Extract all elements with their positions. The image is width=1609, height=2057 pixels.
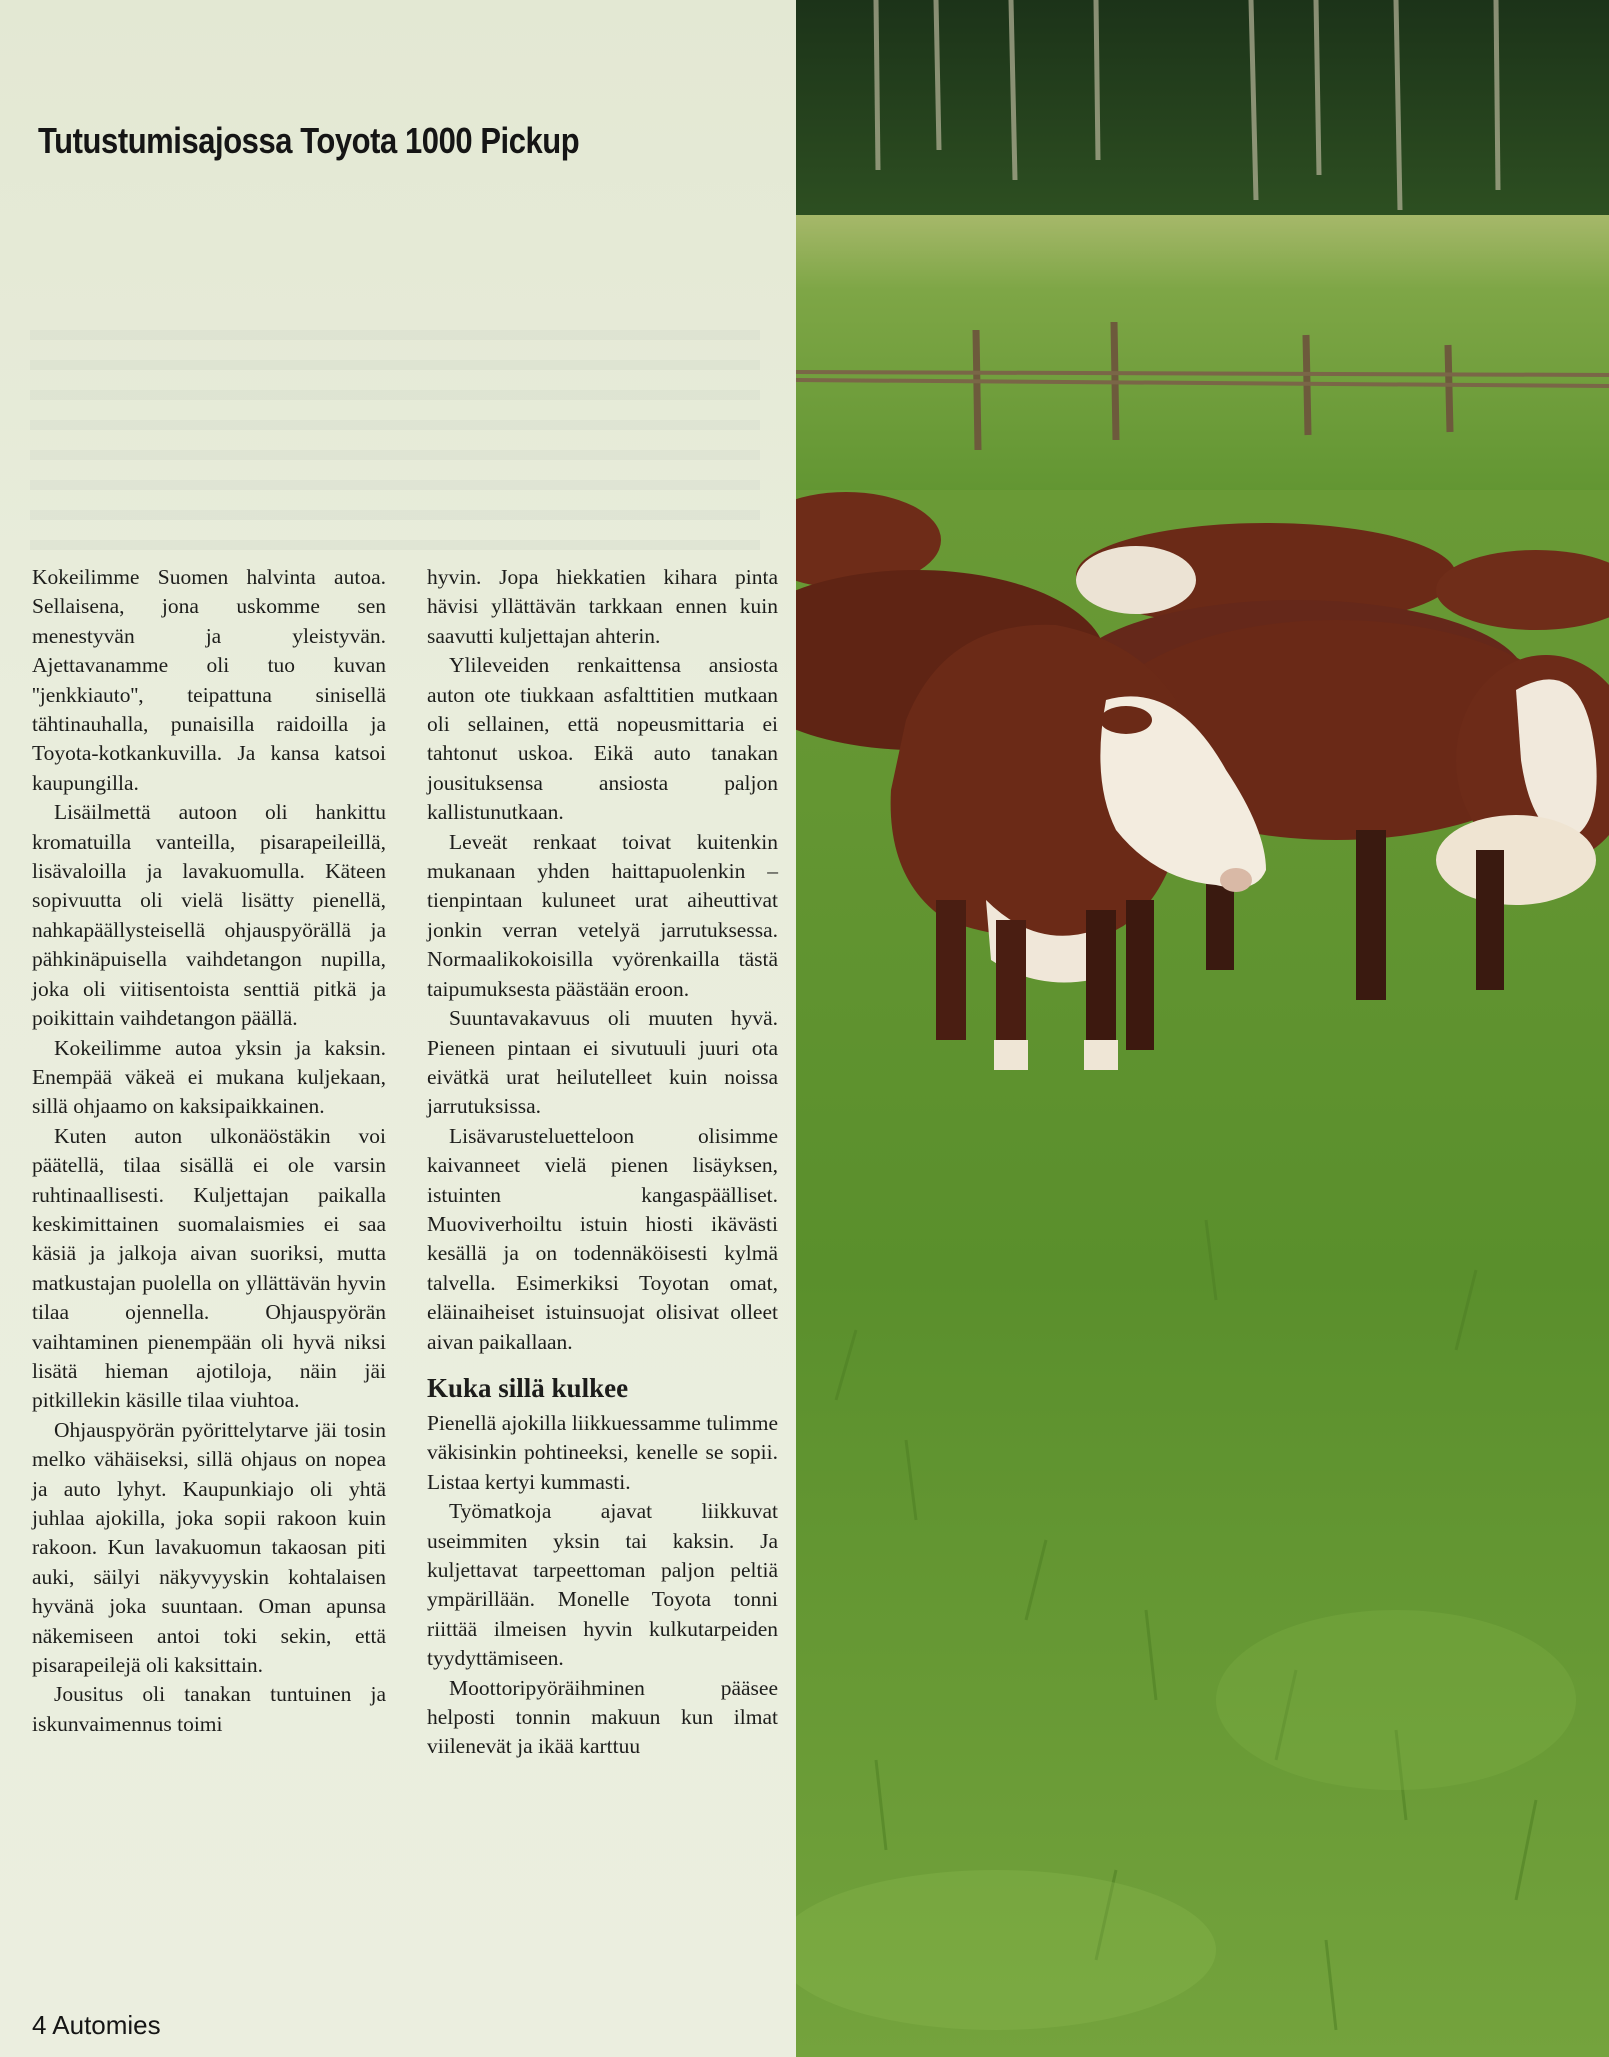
section-subheading: Kuka sillä kulkee [427, 1372, 629, 1403]
paragraph: Moottoripyöräihminen pääsee helposti tonnin makuun kun ilmat viilenevät ja ikää karttuu [427, 1675, 778, 1759]
text-column-2 [427, 563, 778, 1762]
paragraph: Lisävarusteluetteloon olisimme kaivanneet vielä pienen lisäyksen, istuinten kangaspäälliset. Muoviverhoiltu istuin hiosti ikävästi kesällä ja on todennäköisesti kylmä talvella. Esimerkiksi Toyotan omat, eläinaiheiset istuinsuojat olisivat olleet aivan paikallaan. [427, 1123, 778, 1354]
meadow [796, 215, 1609, 515]
paragraph: hyvin. Jopa hiekkatien kihara pinta hävisi yllättävän tarkkaan ennen kuin saavutti kuljettajan ahterin. [427, 565, 778, 648]
page-number: 4 [32, 2010, 47, 2040]
paragraph: Ohjauspyörän pyörittelytarve jäi tosin melko vähäiseksi, sillä ohjaus on nopea ja auto lyhyt. Kaupunkiajo oli yhtä juhlaa ajokilla, joka sopii rakoon kuin rakoon. Kun lavakuomun takaosan piti auki, säilyi näkyvyyskin kohtalaisen hyvänä joka suuntaan. Oman apunsa näkemiseen antoi toki sekin, että pisarapeilejä oli kaksittain. [32, 1417, 386, 1678]
magazine-name: Automies [52, 2010, 161, 2040]
paragraph: Pienellä ajokilla liikkuessamme tulimme väkisinkin pohtineeksi, kenelle se sopii. Listaa kertyi kummasti. [427, 1410, 778, 1494]
article-page [0, 0, 796, 2057]
cattle-photo [796, 0, 1609, 2057]
forest-background [796, 0, 1609, 240]
paragraph: Kuten auton ulkonäöstäkin voi päätellä, tilaa sisällä ei ole varsin ruhtinaallisesti. Kuljettajan paikalla keskimittainen suomalaismies ei saa käsiä ja jalkoja aivan suoriksi, mutta matkustajan puolella on yllättävän hyvin tilaa ojennella. Ohjauspyörän vaihtaminen pienempään oli hyvä niksi lisätä hieman ajotiloja, näin jäi pitkillekin käsille tilaa viuhtoa. [32, 1123, 386, 1413]
text-column-1 [32, 563, 386, 1739]
article-title: Tutustumisajossa Toyota 1000 Pickup [38, 120, 580, 162]
paragraph: Ylileveiden renkaittensa ansiosta auton ote tiukkaan asfalttitien mutkaan oli sellainen, että nopeusmittaria ei tahtonut uskoa. Eikä auto tanakan jousituksensa ansiosta paljon kallistunutkaan. [427, 653, 778, 825]
paragraph: Suuntavakavuus oli muuten hyvä. Pieneen pintaan ei sivutuuli juuri ota eivätkä urat heilutelleet kuin noissa jarrutuksissa. [427, 1006, 778, 1119]
paragraph: Kokeilimme autoa yksin ja kaksin. Enempää väkeä ei mukana kuljekaan, sillä ohjaamo on kaksipaikkainen. [32, 1035, 386, 1119]
bleed-through-text [30, 330, 760, 560]
paragraph: Lisäilmettä autoon oli hankittu kromatuilla vanteilla, pisarapeileillä, lisävaloilla ja lavakuomulla. Käteen sopivuutta oli vielä lisätty pienellä, nahkapäällysteisellä ohjauspyörällä ja pähkinäpuisella vaihdetangon nupilla, joka oli viitisentoista senttiä pitkä ja poikittain vaihdetangon päällä. [32, 800, 386, 1031]
paragraph: Leveät renkaat toivat kuitenkin mukanaan yhden haittapuolenkin – tienpintaan kuluneet urat aiheuttivat jonkin verran vetelyä jarrutuksessa. Normaalikokoisilla vyörenkailla tästä taipumuksesta päästään eroon. [427, 829, 778, 1001]
page-footer [32, 2010, 161, 2041]
paragraph: Kokeilimme Suomen halvinta autoa. Sellaisena, jona uskomme sen menestyvän ja yleistyvän. Ajettavanamme oli tuo kuvan ''jenkkiauto'', teipattuna sinisellä tähtinauhalla, punaisilla raidoilla ja Toyota-kotkankuvilla. Ja kansa katsoi kaupungilla. [32, 565, 386, 795]
paragraph: Jousitus oli tanakan tuntuinen ja iskunvaimennus toimi [32, 1682, 386, 1736]
paragraph: Työmatkoja ajavat liikkuvat useimmiten yksin tai kaksin. Ja kuljettavat tarpeettoman paljon peltiä ympärillään. Monelle Toyota tonni riittää ilmeisen hyvin kulkutarpeiden tyydyttämiseen. [427, 1499, 778, 1671]
